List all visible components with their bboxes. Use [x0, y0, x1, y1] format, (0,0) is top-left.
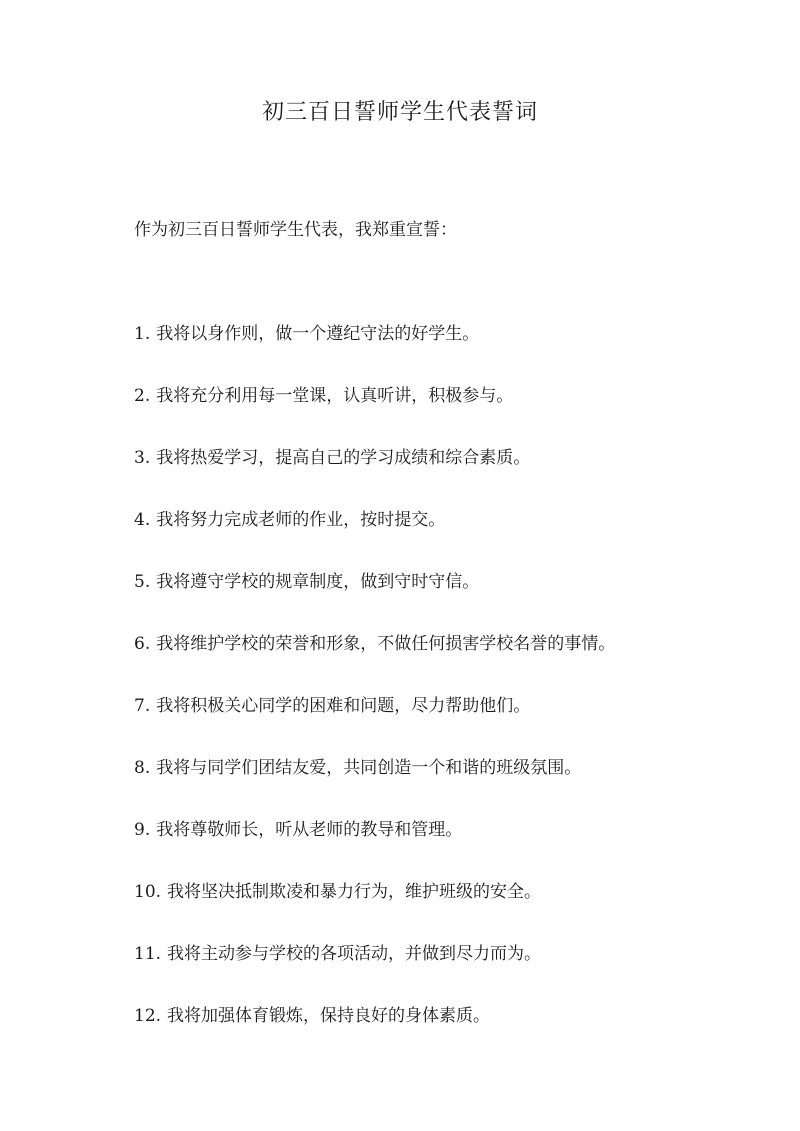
oath-list [134, 320, 694, 1064]
oath-number: 11. [134, 944, 162, 964]
oath-number: 5. [134, 572, 151, 592]
oath-text: 我将努力完成老师的作业，按时提交。 [156, 510, 446, 530]
oath-number: 2. [134, 386, 151, 406]
oath-text: 我将主动参与学校的各项活动，并做到尽力而为。 [167, 944, 542, 964]
oath-number: 8. [134, 758, 151, 778]
oath-text: 我将坚决抵制欺凌和暴力行为，维护班级的安全。 [167, 882, 542, 902]
oath-number: 4. [134, 510, 151, 530]
oath-item [134, 754, 694, 816]
oath-number: 10. [134, 882, 162, 902]
oath-item [134, 320, 694, 382]
oath-item [134, 630, 694, 692]
oath-item [134, 940, 694, 1002]
oath-text: 我将以身作则，做一个遵纪守法的好学生。 [156, 324, 480, 344]
oath-text: 我将遵守学校的规章制度，做到守时守信。 [156, 572, 480, 592]
oath-text: 我将尊敬师长，听从老师的教导和管理。 [156, 820, 463, 840]
oath-text: 我将热爱学习，提高自己的学习成绩和综合素质。 [156, 448, 531, 468]
oath-item [134, 568, 694, 630]
oath-text: 我将积极关心同学的困难和问题，尽力帮助他们。 [156, 696, 531, 716]
oath-item [134, 444, 694, 506]
oath-item [134, 382, 694, 444]
oath-number: 6. [134, 634, 151, 654]
oath-number: 7. [134, 696, 151, 716]
oath-text: 我将充分利用每一堂课，认真听讲，积极参与。 [156, 386, 514, 406]
oath-item [134, 1002, 694, 1064]
oath-text: 我将与同学们团结友爱，共同创造一个和谐的班级氛围。 [156, 758, 582, 778]
oath-text: 我将维护学校的荣誉和形象，不做任何损害学校名誉的事情。 [156, 634, 616, 654]
intro-paragraph: 作为初三百日誓师学生代表，我郑重宣誓： [134, 220, 457, 240]
oath-item [134, 506, 694, 568]
oath-item [134, 878, 694, 940]
oath-number: 3. [134, 448, 151, 468]
oath-number: 9. [134, 820, 151, 840]
oath-number: 1. [134, 324, 151, 344]
oath-number: 12. [134, 1006, 162, 1026]
oath-item [134, 816, 694, 878]
oath-text: 我将加强体育锻炼，保持良好的身体素质。 [167, 1006, 491, 1026]
document-title: 初三百日誓师学生代表誓词 [261, 100, 538, 125]
oath-item [134, 692, 694, 754]
